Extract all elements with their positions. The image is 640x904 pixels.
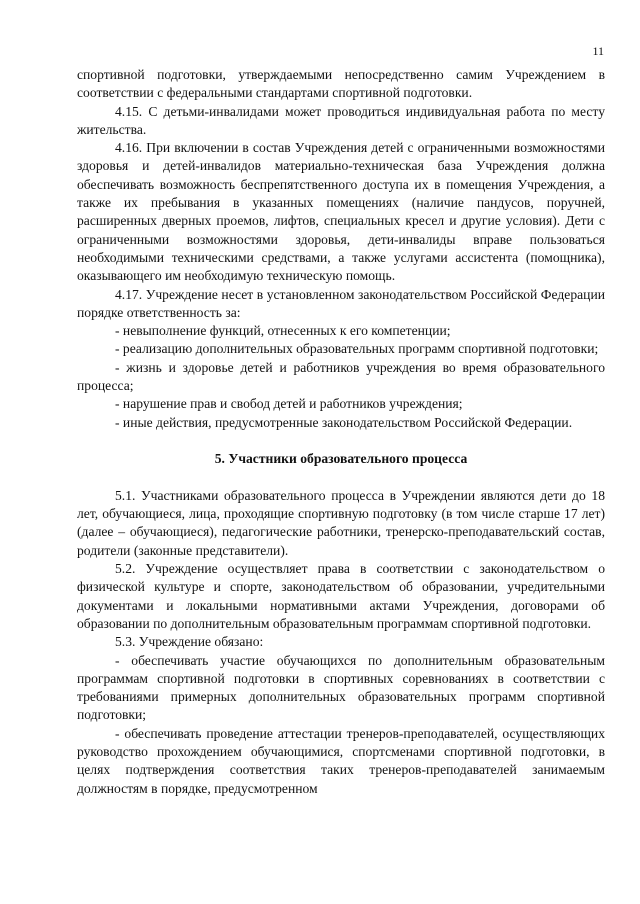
list-item: - нарушение прав и свобод детей и работников учреждения; — [115, 396, 463, 412]
list-item: - невыполнение функций, отнесенных к его компетенции; — [115, 323, 451, 339]
paragraph-4-15: 4.15. С детьми-инвалидами может проводиться индивидуальная работа по месту жительства. — [77, 103, 605, 137]
list-item: - реализацию дополнительных образовательных программ спортивной подготовки; — [115, 341, 599, 357]
list-item: - обеспечивать проведение аттестации тренеров-преподавателей, осуществляющих руководство прохождением обучающимися, спортсменами спортивной подготовки, в целях подтверждения соответствия таких тренеров-преподавателей занимаемым должностям в порядке, предусмотренном — [77, 725, 605, 796]
list-item: - обеспечивать участие обучающихся по дополнительным образовательным программам спортивной подготовки в спортивных соревнованиях в соответствии с требованиями примерных дополнительных образовательных программ спортивной подготовки; — [77, 652, 605, 723]
paragraph-5-3: 5.3. Учреждение обязано: — [115, 634, 264, 650]
list-item: - жизнь и здоровье детей и работников учреждения во время образовательного процесса; — [77, 359, 605, 394]
paragraph-4-16: 4.16. При включении в состав Учреждения детей с ограниченными возможностями здоровья и детей-инвалидов материально-техническая база Учреждения должна обеспечивать возможность беспрепятственного доступа их в помещения Учреждения, а также их пребывания в указанных помещениях (наличие пандусов, поручней, расширенных дверных проемов, лифтов, специальных кресел и другие условия). Дети с ограниченными возможностями здоровья, дети-инвалиды вправе пользоваться необходимыми техническими средствами, а также услугами ассистента (помощника), оказывающего им необходимую техническую помощь. — [77, 140, 605, 284]
paragraph-4-17: 4.17. Учреждение несет в установленном законодательством Российской Федерации порядке ответственность за: — [77, 286, 605, 320]
list-item: - иные действия, предусмотренные законодательством Российской Федерации. — [115, 414, 573, 430]
page-number: 11 — [592, 44, 604, 58]
section-heading: 5. Участники образовательного процесса — [214, 451, 468, 467]
paragraph-5-1: 5.1. Участниками образовательного процесса в Учреждении являются дети до 18 лет, обучающиеся, лица, проходящие спортивную подготовку (в том числе старше 17 лет) (далее – обучающиеся), педагогические работники, тренерско-преподавательский состав, родители (законные представители). — [77, 487, 605, 558]
paragraph-5-2: 5.2. Учреждение осуществляет права в соответствии с законодательством о физической культуре и спорте, законодательством об образовании, учредительными документами и локальными нормативными актами Учреждения, договорами об образовании по дополнительным образовательным программам спортивной подготовки. — [77, 561, 605, 631]
document-body — [77, 66, 605, 798]
paragraph-continuation: спортивной подготовки, утверждаемыми непосредственно самим Учреждением в соответствии с федеральными стандартами спортивной подготовки. — [77, 67, 605, 101]
